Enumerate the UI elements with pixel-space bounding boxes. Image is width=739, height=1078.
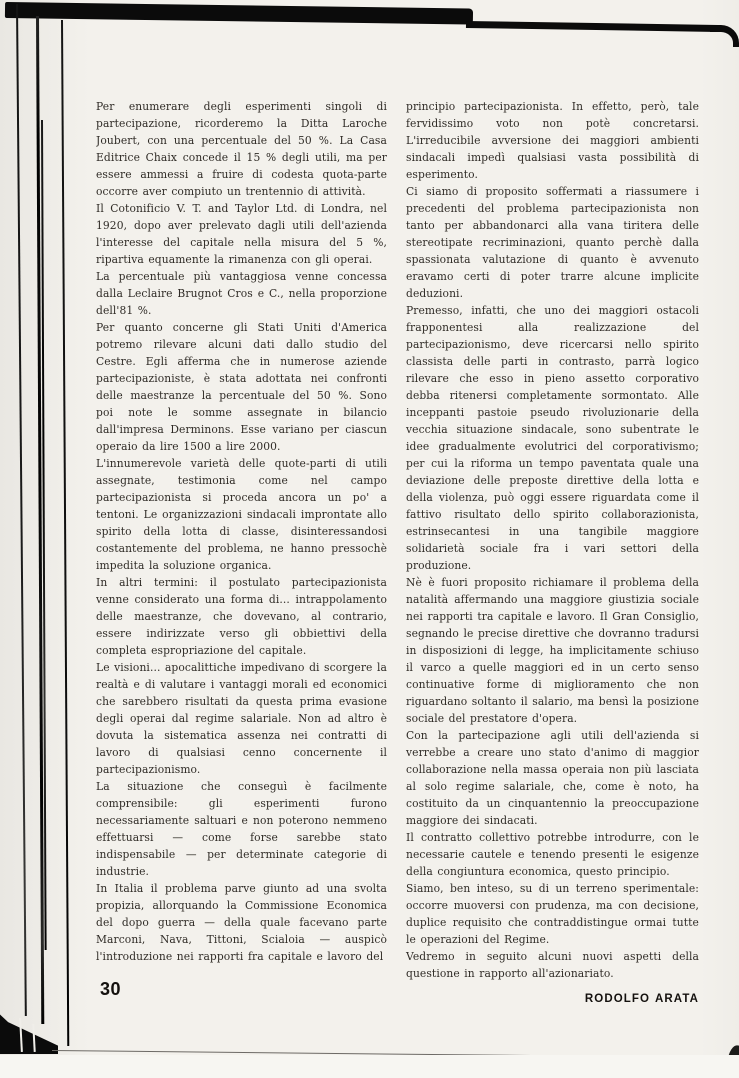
paragraph: Per quanto concerne gli Stati Uniti d'America potremo rilevare alcuni dati dallo studio del Cestre. Egli afferma che in numerose aziende partecipazioniste, è stata adottata nei confronti delle maestranze la percentuale del 50 %. Sono poi note le somme assegnate in bilancio dall'impresa Derminons. Esse variano per ciascun operaio da lire 1500 a lire 2000. — [96, 321, 387, 453]
scan-below-page-strip — [0, 1055, 739, 1078]
paragraph: Vedremo in seguito alcuni nuovi aspetti della questione in rapporto all'azionariato. — [406, 950, 699, 980]
paragraph: Ci siamo di proposito soffermati a riassumere i precedenti del problema partecipazionista non tanto per abbandonarci alla vana tiritera delle stereotipate recriminazioni, quanto perchè dalla spassionata valutazione di quanto è avvenuto eravamo certi di poter trarre alcune implicite deduzioni. — [406, 185, 699, 300]
paragraph: Siamo, ben inteso, su di un terreno sperimentale: occorre muoversi con prudenza, ma con decisione, duplice requisito che contraddistingue ormai tutte le operazioni del Regime. — [406, 882, 699, 946]
book-page-edge-line-1 — [16, 4, 26, 1016]
text-column-left — [96, 98, 387, 978]
paragraph: Il Cotonificio V. T. and Taylor Ltd. di Londra, nel 1920, dopo aver prelevato dagli utili dell'azienda l'interesse del capitale nella misura del 5 %, ripartiva equamente la rimanenza con gli operai. — [96, 202, 387, 266]
paragraph: Nè è fuori proposito richiamare il problema della natalità affermando una maggiore giustizia sociale nei rapporti tra capitale e lavoro. Il Gran Consiglio, segnando le precise direttive che dovranno tradursi in disposizioni di legge, ha implicitamente schiuso il varco a quelle maggiori ed in un certo senso continuative forme di miglioramento che non riguardano soltanto il salario, ma bensì la posizione sociale del prestatore d'opera. — [406, 576, 699, 725]
paragraph: In Italia il problema parve giunto ad una svolta propizia, allorquando la Commissione Economica del dopo guerra — della quale facevano parte Marconi, Nava, Tittoni, Scialoia — auspicò l'introduzione nei rapporti fra capitale e lavoro del — [96, 882, 387, 963]
text-column-right — [406, 98, 699, 1008]
scan-top-edge-bar — [5, 2, 473, 25]
scan-top-edge-line — [466, 21, 718, 32]
paragraph: Per enumerare degli esperimenti singoli di partecipazione, ricorderemo la Ditta Laroche Joubert, con una percentuale del 50 %. La Casa Editrice Chaix concede il 15 % degli utili, ma per essere ammessi a fruire di codesta quota-parte occorre aver compiuto un trentennio di attività. — [96, 100, 387, 198]
paragraph: Premesso, infatti, che uno dei maggiori ostacoli frapponentesi alla realizzazione del partecipazionismo, deve ricercarsi nello spirito classista delle parti in contrasto, parrà logico rilevare che esso in pieno assetto corporativo debba ritenersi completamente sormontato. Alle inceppanti pastoie pseudo rivoluzionarie della vecchia situazione sindacale, sono subentrate le idee gradualmente evolutrici del corporativismo; per cui la riforma un tempo paventata quale una deviazione delle preposte direttive della lotta e della violenza, può oggi essere riguardata come il fattivo risultato dello spirito collaborazionista, estrinsecantesi in una tangibile maggiore solidarietà sociale fra i vari settori della produzione. — [406, 304, 699, 572]
book-page-edge-line-4 — [61, 20, 69, 1046]
paragraph: principio partecipazionista. In effetto, però, tale fervidissimo voto non potè concretarsi. L'irreducibile avversione dei maggiori ambienti sindacali impedì qualsiasi vasta possibilità di esperimento. — [406, 100, 699, 181]
scan-bottom-left-wedge — [0, 1012, 58, 1054]
text-column-right-paragraphs — [406, 98, 699, 982]
scan-top-right-curve — [710, 25, 739, 47]
paragraph: Con la partecipazione agli utili dell'azienda si verrebbe a creare uno stato d'animo di maggior collaborazione nella massa operaia non più lasciata al solo regime salariale, che, come è noto, ha costituito da un cinquantennio la preoccupazione maggiore dei sindacati. — [406, 729, 699, 827]
paragraph: La percentuale più vantaggiosa venne concessa dalla Leclaire Brugnot Cros e C., nella proporzione dell'81 %. — [96, 270, 387, 317]
author-signature: RODOLFO ARATA — [584, 993, 699, 1005]
paragraph: L'innumerevole varietà delle quote-parti di utili assegnate, testimonia come nel campo partecipazionista si proceda ancora un po' a tentoni. Le organizzazioni sindacali improntate allo spirito della lotta di classe, disinteressandosi costantemente del problema, ne hanno pressochè impedita la soluzione organica. — [96, 457, 387, 572]
page-number: 30 — [100, 979, 122, 999]
paragraph: Il contratto collettivo potrebbe introdurre, con le necessarie cautele e tenendo presenti le esigenze della congiuntura economica, questo principio. — [406, 831, 699, 878]
paragraph: Le visioni... apocalittiche impedivano di scorgere la realtà e di valutare i vantaggi morali ed economici che sarebbero risultati da questa prima evasione degli operai dal regime salariale. Non ad altro è dovuta la sistematica assenza nei contratti di lavoro di qualsiasi cenno concernente il partecipazionismo. — [96, 661, 387, 776]
paragraph: La situazione che conseguì è facilmente comprensibile: gli esperimenti furono necessariamente saltuari e non poterono nemmeno effettuarsi — come forse sarebbe stato indispensabile — per determinate categorie di industrie. — [96, 780, 387, 878]
paragraph: In altri termini: il postulato partecipazionista venne considerato una forma di... intrappolamento delle maestranze, che dovevano, al contrario, essere indirizzate verso gli obbiettivi della completa espropriazione del capitale. — [96, 576, 387, 657]
